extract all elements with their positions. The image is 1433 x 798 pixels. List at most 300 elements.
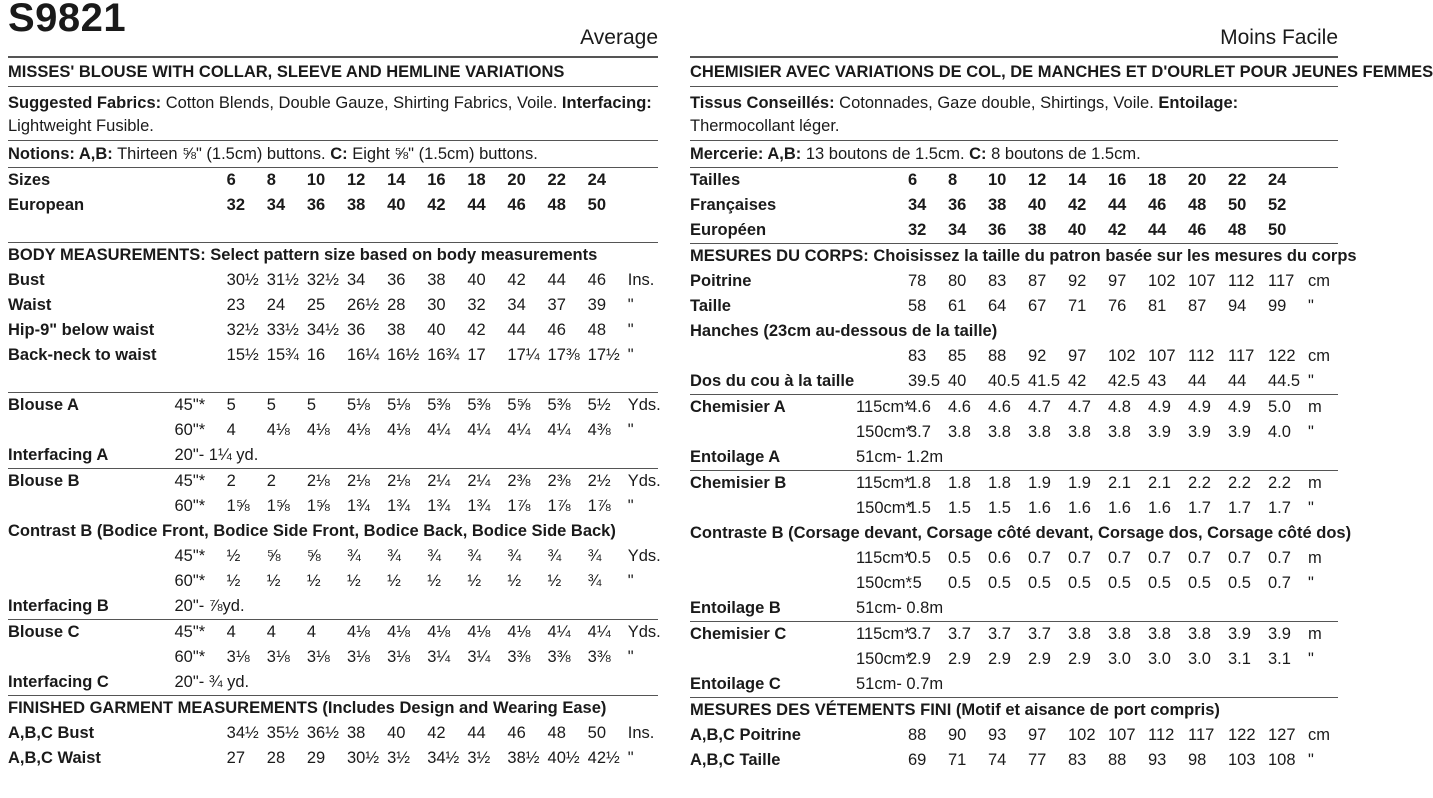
value-cell: 50 [1228, 196, 1247, 214]
chemisier-c-yardage-table [690, 621, 1338, 697]
fabric-width-cell [856, 748, 908, 773]
value-cell: 117 [1188, 726, 1215, 744]
value-cell [1268, 596, 1308, 621]
value-cell: 38 [427, 271, 446, 289]
value-cell: 0.7 [1268, 574, 1291, 592]
value-cell [1108, 445, 1148, 470]
value-cell: 24 [1268, 171, 1287, 189]
table-row [690, 748, 1338, 773]
fabric-width-cell: 45"* [174, 396, 206, 414]
unit-cell [1308, 168, 1338, 193]
body-measurements-table-fr [690, 269, 1338, 319]
unit-cell: " [627, 321, 634, 339]
value-cell: 25 [306, 296, 326, 314]
value-cell: 3.7 [948, 625, 971, 643]
value-cell [307, 594, 347, 619]
value-cell: 4.7 [1068, 398, 1091, 416]
value-cell [1188, 445, 1228, 470]
value-cell: 16 [306, 346, 326, 364]
value-cell [347, 443, 387, 468]
value-cell: 99 [1268, 297, 1287, 315]
value-cell: ¾ [427, 547, 441, 565]
unit-cell: Yds. [627, 472, 661, 490]
fabric-width-cell: 115cm* [856, 398, 911, 416]
value-cell: 112 [1188, 347, 1215, 365]
value-cell: ½ [226, 547, 241, 565]
hips-title-fr: Hanches (23cm au-dessous de la taille) [690, 322, 998, 340]
value-cell: 0.5 [1228, 574, 1251, 592]
table-row [690, 420, 1338, 445]
value-cell: 36½ [306, 724, 339, 742]
notions [8, 141, 658, 168]
value-cell: ¾ [547, 547, 562, 565]
chemisier-b-yardage-table [690, 470, 1338, 521]
value-cell: 4⅜ [587, 421, 611, 439]
value-cell: 46 [507, 724, 526, 742]
value-cell: 3.0 [1108, 650, 1131, 668]
value-cell: 88 [988, 347, 1007, 365]
fabric-width-cell [856, 723, 908, 748]
value-cell: 17¼ [507, 346, 540, 364]
value-cell: 3.9 [1228, 423, 1251, 441]
value-cell: 36 [346, 321, 366, 339]
fabric-width-cell [856, 269, 908, 294]
value-cell: 112 [1148, 726, 1175, 744]
value-cell: 16½ [387, 346, 420, 364]
value-cell: 20 [1188, 171, 1207, 189]
fabric-width-cell [856, 344, 908, 369]
value-cell: 24 [266, 296, 286, 314]
unit-cell: Ins. [627, 724, 655, 742]
value-cell: 1.8 [948, 474, 971, 492]
value-cell: 4⅛ [507, 623, 531, 641]
value-cell: 74 [988, 751, 1007, 769]
value-cell: 1.6 [1148, 499, 1171, 517]
fabric-width-cell [175, 746, 227, 771]
value-cell: 3.0 [1148, 650, 1171, 668]
value-cell [588, 594, 628, 619]
row-label: Blouse B [8, 472, 80, 490]
value-cell: 5⅝ [507, 396, 531, 414]
value-cell: 1.6 [1028, 499, 1051, 517]
value-cell: 8 [948, 171, 958, 189]
value-cell: 48 [547, 724, 566, 742]
value-cell: 40 [948, 372, 967, 390]
value-cell: 4 [306, 623, 317, 641]
value-cell [1028, 596, 1068, 621]
value-cell: 32 [908, 221, 927, 239]
value-cell [1068, 445, 1108, 470]
row-label [690, 420, 856, 445]
fabric-width-cell: 45"* [174, 472, 206, 490]
value-cell: 3½ [387, 749, 411, 767]
table-row [690, 647, 1338, 672]
value-cell: 2⅛ [387, 472, 411, 490]
value-cell: 38 [346, 196, 366, 214]
value-cell: 112 [1228, 272, 1255, 290]
fabric-width-cell: 45"* [174, 547, 206, 565]
value-cell: 34½ [306, 321, 339, 339]
value-cell: ½ [427, 572, 441, 590]
unit-cell [1308, 445, 1338, 470]
table-row [690, 344, 1338, 369]
unit-cell: " [627, 497, 634, 515]
row-label: Chemisier C [690, 625, 787, 643]
unit-cell [1308, 218, 1338, 243]
fabric-width-cell: 115cm* [856, 474, 911, 492]
value-cell: 34½ [226, 724, 259, 742]
value-cell: 48 [1188, 196, 1207, 214]
value-cell [507, 670, 547, 695]
value-cell: 1⅝ [226, 497, 250, 515]
value-cell: 3.8 [988, 423, 1011, 441]
value-cell: 1¾ [427, 497, 451, 515]
value-cell: 1¾ [346, 497, 370, 515]
value-cell: 4.8 [1108, 398, 1131, 416]
row-label: Hip-9" below waist [8, 321, 155, 339]
table-row [8, 293, 658, 318]
header-en [8, 0, 658, 58]
value-cell: 32 [467, 296, 486, 314]
notions-label-fr: Mercerie: A,B: [690, 145, 802, 163]
table-row [690, 596, 1338, 621]
value-cell: 1⅞ [587, 497, 611, 515]
body-measurements-title: BODY MEASUREMENTS: Select pattern size based on body measurements [8, 242, 658, 268]
fabric-width-cell: 115cm* [856, 549, 911, 567]
fabric-width-cell: 60"* [174, 572, 206, 590]
value-cell: 4⅛ [467, 623, 491, 641]
value-cell: 3.7 [1028, 625, 1051, 643]
value-cell: 36 [948, 196, 967, 214]
value-cell: 0.6 [988, 549, 1011, 567]
value-cell [1068, 672, 1108, 697]
value-cell: 28 [266, 749, 286, 767]
value-cell: .5 [908, 574, 922, 592]
value-cell: 48 [1228, 221, 1247, 239]
value-cell [1068, 596, 1108, 621]
row-label [690, 344, 856, 369]
value-cell: 3.1 [1268, 650, 1291, 668]
header-fr [690, 0, 1338, 58]
unit-cell: " [1308, 372, 1314, 390]
value-cell: 107 [1148, 347, 1176, 365]
row-label [8, 569, 175, 594]
value-cell: 87 [1028, 272, 1047, 290]
notions-label: Notions: A,B: [8, 145, 113, 163]
value-cell: 14 [1068, 171, 1087, 189]
value-cell [988, 445, 1028, 470]
value-cell: 31½ [266, 271, 299, 289]
value-cell: 4¼ [507, 421, 531, 439]
value-cell [507, 443, 547, 468]
value-cell: 44 [1188, 372, 1207, 390]
value-cell: 0.5 [1108, 574, 1131, 592]
unit-cell: cm [1308, 726, 1330, 744]
value-cell: 2.1 [1148, 474, 1171, 492]
value-cell: 107 [1188, 272, 1216, 290]
value-cell: 3.9 [1268, 625, 1291, 643]
unit-cell: " [627, 648, 634, 666]
value-cell: 3.0 [1188, 650, 1211, 668]
value-cell: 1⅞ [507, 497, 531, 515]
fabrics-label-fr: Tissus Conseillés: [690, 94, 835, 112]
value-cell: 88 [908, 726, 927, 744]
value-cell: ¾ [387, 547, 401, 565]
value-cell: 8 [266, 171, 276, 189]
unit-cell [628, 443, 658, 468]
value-cell: 40 [427, 321, 446, 339]
notions-c-label: C: [330, 145, 348, 163]
value-cell [1108, 672, 1148, 697]
table-row [8, 268, 658, 293]
fabric-width-cell [175, 168, 227, 193]
fabric-width-cell [175, 268, 227, 293]
table-row [8, 721, 658, 746]
suggested-fabrics-fr [690, 87, 1338, 141]
value-cell: 12 [346, 171, 366, 189]
value-cell: 40½ [547, 749, 580, 767]
value-cell: 52 [1268, 196, 1287, 214]
value-cell: 30 [427, 296, 446, 314]
value-cell [588, 670, 628, 695]
value-cell: 35½ [266, 724, 299, 742]
value-cell [548, 594, 588, 619]
value-cell: 33½ [266, 321, 299, 339]
fabric-width-cell: 115cm* [856, 625, 911, 643]
value-cell: 3.1 [1228, 650, 1251, 668]
value-cell: 3.8 [948, 423, 971, 441]
value-cell: 46 [507, 196, 526, 214]
interfacing-label-fr: Entoilage: [1158, 94, 1239, 112]
value-cell: 2⅛ [346, 472, 370, 490]
value-cell: 78 [908, 272, 927, 290]
value-cell: 97 [1028, 726, 1047, 744]
value-cell: 3.8 [1108, 423, 1131, 441]
value-cell: 42 [427, 724, 446, 742]
value-cell: 0.7 [1148, 549, 1171, 567]
value-cell: 5⅛ [387, 396, 411, 414]
value-cell: 4⅛ [346, 421, 370, 439]
fabric-width-cell: 150cm* [856, 423, 912, 441]
value-cell: 44 [467, 196, 486, 214]
value-cell: 4⅛ [387, 421, 411, 439]
fabric-width-cell: 150cm* [856, 574, 912, 592]
unit-cell [628, 168, 658, 193]
table-row [8, 746, 658, 771]
row-label: Bust [8, 271, 45, 289]
table-row [690, 496, 1338, 521]
sizes-table-fr [690, 168, 1338, 243]
value-cell: 34 [948, 221, 967, 239]
value-cell: 3.8 [1028, 423, 1051, 441]
row-label: Blouse A [8, 396, 79, 414]
value-cell: 1.8 [988, 474, 1011, 492]
value-cell: 107 [1108, 726, 1136, 744]
value-cell: 81 [1148, 297, 1167, 315]
value-cell [1028, 672, 1068, 697]
value-cell [1148, 445, 1188, 470]
value-cell: 48 [547, 196, 566, 214]
value-cell: 2⅜ [507, 472, 531, 490]
value-cell: 4⅛ [306, 421, 330, 439]
value-cell: 2.2 [1188, 474, 1211, 492]
unit-cell: m [1308, 474, 1322, 492]
blouse-a-yardage-table [8, 392, 661, 468]
value-cell: 4.6 [908, 398, 931, 416]
value-cell: ¾ [587, 572, 602, 590]
value-cell: 42 [1068, 196, 1087, 214]
value-cell: 1.9 [1068, 474, 1091, 492]
value-cell: 38 [387, 321, 406, 339]
value-cell: 1.5 [948, 499, 971, 517]
fabric-width-cell: 150cm* [856, 650, 912, 668]
value-cell: 0.7 [1068, 549, 1091, 567]
value-cell: 4.6 [948, 398, 971, 416]
value-cell [467, 670, 507, 695]
value-cell: 102 [1108, 347, 1136, 365]
unit-cell [1308, 193, 1338, 218]
value-cell: 40 [1028, 196, 1047, 214]
suggested-fabrics [8, 87, 658, 141]
value-cell: 4¼ [547, 421, 571, 439]
value-cell: 5.0 [1268, 398, 1291, 416]
value-cell: 3¼ [467, 648, 491, 666]
row-label: Interfacing C [8, 673, 109, 691]
value-cell: 38 [346, 724, 366, 742]
value-cell: 1.5 [988, 499, 1011, 517]
chemisier-a-yardage-table [690, 394, 1338, 470]
value-cell: 0.5 [1148, 574, 1171, 592]
value-cell: 0.5 [1188, 574, 1211, 592]
value-cell: 71 [948, 751, 967, 769]
row-label [690, 647, 856, 672]
value-cell: ½ [266, 572, 281, 590]
value-cell: ⅝ [306, 547, 321, 565]
value-cell: 12 [1028, 171, 1047, 189]
value-cell: 1.5 [908, 499, 931, 517]
value-cell [1188, 596, 1228, 621]
unit-cell: m [1308, 398, 1322, 416]
value-cell: 3⅜ [507, 648, 531, 666]
notions-fr [690, 141, 1338, 168]
table-row [8, 544, 658, 569]
value-cell: 0.7 [1028, 549, 1051, 567]
value-cell: 1.7 [1188, 499, 1211, 517]
value-cell: 122 [1228, 726, 1256, 744]
finished-measurements-table [8, 721, 658, 771]
value-cell: 76 [1108, 297, 1127, 315]
value-cell: 58 [908, 297, 927, 315]
row-label: Back-neck to waist [8, 346, 157, 364]
value-cell: 42 [1068, 372, 1087, 390]
value-cell: 44 [1148, 221, 1167, 239]
value-cell: 42 [1108, 221, 1127, 239]
value-cell [548, 443, 588, 468]
value-cell: 0.7 [1228, 549, 1251, 567]
value-cell [948, 596, 988, 621]
value-cell: 26½ [346, 296, 380, 314]
value-cell: 3.8 [1068, 625, 1091, 643]
value-cell [1148, 672, 1188, 697]
unit-cell [1308, 672, 1338, 697]
value-cell: 4 [226, 421, 236, 439]
value-cell: 4¼ [467, 421, 491, 439]
value-cell: 42 [507, 271, 526, 289]
row-label: Chemisier A [690, 398, 786, 416]
value-cell: 36 [387, 271, 406, 289]
row-label [8, 418, 175, 443]
row-label: Blouse C [8, 623, 80, 641]
value-cell: 92 [1068, 272, 1087, 290]
value-cell: 1.7 [1228, 499, 1251, 517]
value-cell [267, 443, 307, 468]
value-cell: 0.7 [1268, 549, 1291, 567]
value-cell: 127 [1268, 726, 1296, 744]
value-cell: 5 [226, 396, 236, 414]
row-label: Interfacing A [8, 446, 109, 464]
value-cell: 4¼ [547, 623, 571, 641]
value-cell: ¾ [467, 547, 482, 565]
value-cell: 46 [1148, 196, 1167, 214]
value-cell: 3.7 [988, 625, 1011, 643]
value-cell: 4.7 [1028, 398, 1051, 416]
finished-measurements-title: FINISHED GARMENT MEASUREMENTS (Includes Design and Wearing Ease) [8, 695, 658, 721]
value-cell: 30½ [346, 749, 380, 767]
row-label: Interfacing B [8, 597, 109, 615]
value-cell: 4.9 [1228, 398, 1251, 416]
unit-cell: " [627, 572, 634, 590]
value-cell: 16¾ [427, 346, 460, 364]
value-cell: 10 [306, 171, 326, 189]
value-cell [1268, 445, 1308, 470]
value-cell: 1.7 [1268, 499, 1291, 517]
value-cell: 30½ [226, 271, 259, 289]
table-row [690, 723, 1338, 748]
value-cell: 1.6 [1108, 499, 1131, 517]
value-cell: 1.9 [1028, 474, 1051, 492]
value-cell: 44 [1228, 372, 1247, 390]
row-label: Entoilage B [690, 599, 781, 617]
value-cell: 5 [306, 396, 317, 414]
contraste-b-yardage-table [690, 546, 1338, 621]
table-row [8, 443, 658, 468]
value-cell: 15¾ [266, 346, 299, 364]
fabric-width-cell [856, 193, 908, 218]
value-cell: 3⅛ [306, 648, 330, 666]
value-cell: ½ [547, 572, 562, 590]
value-cell: 17 [467, 346, 486, 364]
value-cell: 83 [988, 272, 1007, 290]
fabric-width-cell [856, 218, 908, 243]
value-cell: ½ [507, 572, 522, 590]
value-cell: 40.5 [988, 372, 1021, 390]
value-cell: 3⅛ [226, 648, 250, 666]
value-cell: 4⅛ [346, 623, 370, 641]
interfacing-text: Lightweight Fusible. [8, 117, 154, 135]
unit-cell: cm [1308, 347, 1330, 365]
fabric-width-cell [175, 343, 227, 368]
value-cell: 37 [547, 296, 566, 314]
value-cell: 50 [1268, 221, 1287, 239]
value-cell: 16 [427, 171, 446, 189]
value-cell: 4¼ [427, 421, 451, 439]
value-cell: 94 [1228, 297, 1247, 315]
value-cell: 4.0 [1268, 423, 1291, 441]
table-row [690, 622, 1338, 648]
value-cell: 34½ [427, 749, 460, 767]
unit-cell: " [627, 296, 634, 314]
value-cell: 4.6 [988, 398, 1011, 416]
